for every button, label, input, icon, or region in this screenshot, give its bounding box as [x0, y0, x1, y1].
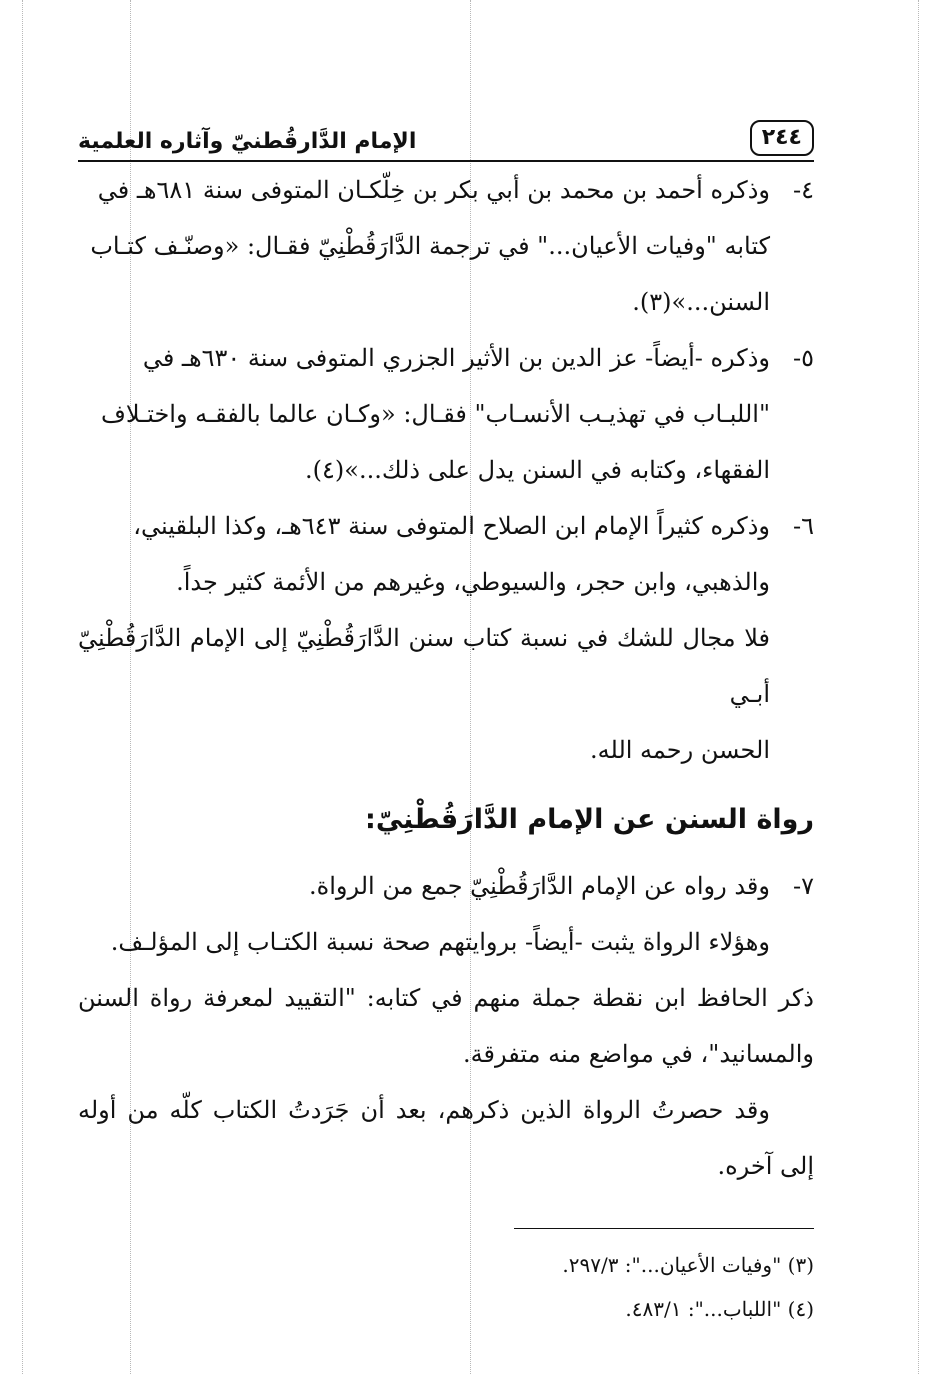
paragraph: وهؤلاء الرواة يثبت -أيضاً- بروايتهم صحة نسبة الكتـاب إلى المؤلـف. — [110, 928, 770, 956]
running-title: الإمام الدَّارقُطنيّ وآثاره العلمية — [78, 129, 417, 154]
item-text: وذكره -أيضاً- عز الدين بن الأثير الجزري المتوفى سنة ٦٣٠هـ في — [142, 344, 770, 372]
item-text: وذكره كثيراً الإمام ابن الصلاح المتوفى سنة ٦٤٣هـ، وكذا البلقيني، — [133, 512, 770, 540]
section-heading: رواة السنن عن الإمام الدَّارَقُطْنِيّ: — [365, 804, 814, 835]
footnotes — [514, 1228, 814, 1331]
footnote-3: (٣) "وفيات الأعيان...": ٢٩٧/٣. — [562, 1253, 814, 1277]
item-number: ٥- — [793, 344, 814, 372]
item-text: وقد رواه عن الإمام الدَّارَقُطْنِيّ جمع من الرواة. — [309, 872, 770, 900]
list-item-7 — [78, 858, 814, 914]
list-item-6 — [78, 498, 814, 554]
item-number: ٧- — [793, 872, 814, 900]
list-item-5 — [78, 330, 814, 386]
item-continuation: "اللبـاب في تهذيـب الأنسـاب" فقـال: «وكـان عالما بالفقـه واختـلاف — [100, 400, 770, 428]
conclusion-line: فلا مجال للشك في نسبة كتاب سنن الدَّارَقُطْنِيّ إلى الإمام الدَّارَقُطْنِيّ أبـي — [78, 624, 771, 708]
item-number: ٤- — [793, 176, 814, 204]
conclusion-line: الحسن رحمه الله. — [590, 736, 770, 764]
item-text: وذكره أحمد بن محمد بن أبي بكر بن خِلّكـان المتوفى سنة ٦٨١هـ في — [97, 176, 770, 204]
item-number: ٦- — [793, 512, 814, 540]
ruler-guide — [22, 0, 23, 1374]
book-page — [78, 110, 814, 1331]
item-continuation: الفقهاء، وكتابه في السنن يدل على ذلك...»(٤). — [305, 456, 770, 484]
item-continuation: والذهبي، وابن حجر، والسيوطي، وغيرهم من الأئمة كثير جداً. — [176, 568, 770, 596]
paragraph: وقد حصرتُ الرواة الذين ذكرهم، بعد أن جَرَدتُ الكتاب كلّه من أوله إلى آخره. — [78, 1096, 814, 1180]
page-header — [78, 110, 814, 162]
paragraph: ذكر الحافظ ابن نقطة جملة منهم في كتابه: "التقييد لمعرفة رواة السنن والمسانيد"، في مواضع منه متفرقة. — [78, 984, 814, 1068]
ruler-guide — [918, 0, 919, 1374]
item-continuation: السنن...»(٣). — [632, 288, 770, 316]
list-item-4 — [78, 162, 814, 218]
item-continuation: كتابه "وفيات الأعيان..." في ترجمة الدَّارَقُطْنِيّ فقـال: «وصنّـف كتـاب — [90, 232, 770, 260]
page-body — [78, 162, 814, 1194]
footnote-4: (٤) "اللباب...": ٤٨٣/١. — [625, 1297, 814, 1321]
page-number: ٢٤٤ — [750, 120, 814, 156]
